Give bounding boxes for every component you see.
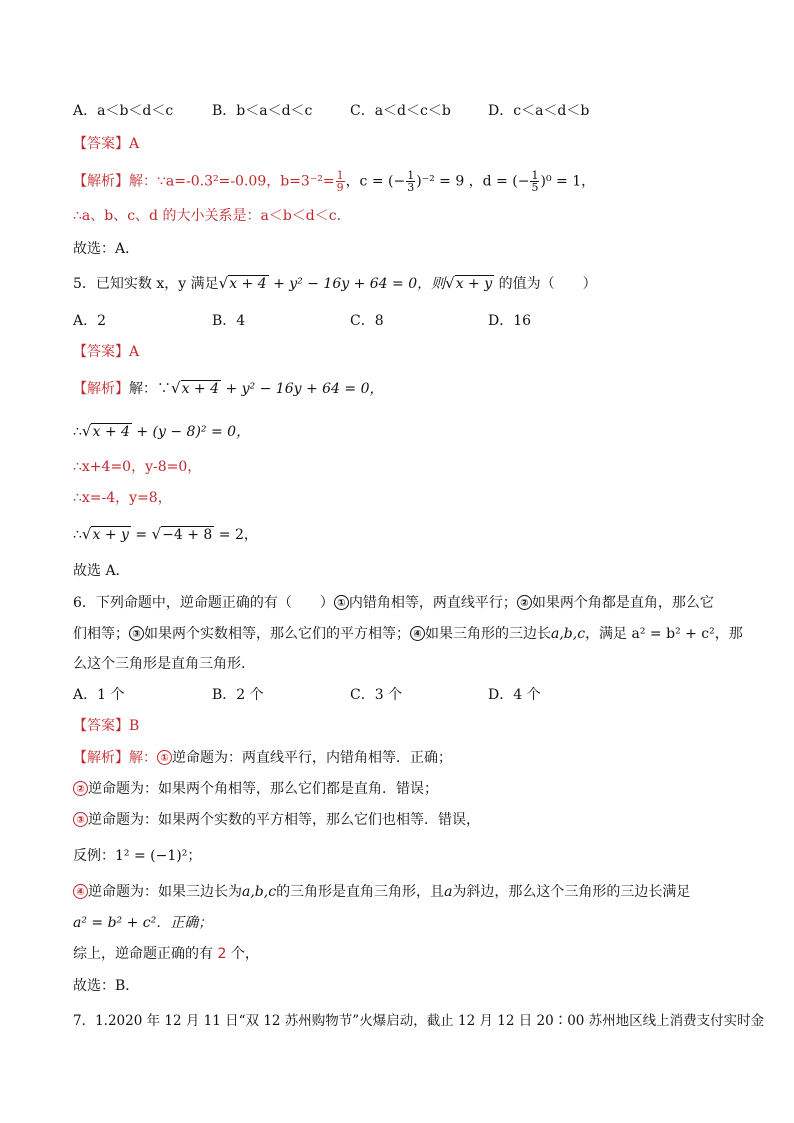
q6-summary: 综上，逆命题正确的有 2 个， — [73, 946, 259, 962]
q6-stem-line3: 么这个三角形是直角三角形． — [73, 656, 255, 672]
analysis-tag: 【解析】 — [73, 173, 129, 190]
q4-option-a: A．a＜b＜d＜c — [73, 103, 174, 119]
q5-option-b: B．4 — [212, 313, 246, 329]
q6-analysis-3: ③ 逆命题为：如果两个实数的平方相等，那么它们也相等．错误， — [73, 810, 480, 830]
q4-analysis-line1 — [73, 170, 595, 193]
q6-option-d: D．4 个 — [488, 687, 541, 703]
q6-option-b: B．2 个 — [212, 687, 264, 703]
q5-analysis-line3: ∴x+4=0，y-8=0， — [73, 459, 202, 475]
c-fraction: $\frac{1}{3}$ — [407, 169, 415, 194]
sqrt-expr-2: x + y — [455, 276, 493, 292]
q4-line-a: ∵a=-0.3²=-0.09，b=3⁻²= — [157, 173, 335, 190]
q7-stem: 7．1.2020 年 12 月 11 日“双 12 苏州购物节”火爆启动，截止 12 月 12 日 20∶00 苏州地区线上消费支付实时金 — [73, 1013, 765, 1029]
q5-option-c: C．8 — [350, 313, 384, 329]
q6-stem-line1: 6．下列命题中，逆命题正确的有（ ） ① 内错角相等，两直线平行； ② 如果两个角都是直角，那么它 — [73, 595, 714, 611]
q5-analysis-line5: ∴√x + y = √−4 + 8 = 2， — [73, 525, 258, 543]
circled-1-icon: ① — [334, 595, 349, 610]
answer-tag: 【答案】 — [73, 344, 129, 360]
circled-2-icon: ② — [73, 781, 88, 796]
answer-value: B — [129, 718, 140, 734]
q6-choose: 故选：B． — [73, 978, 140, 994]
q6-analysis-2: ② 逆命题为：如果两个角相等，那么它们都是直角．错误； — [73, 779, 438, 799]
q4-choose: 故选：A． — [73, 241, 140, 257]
answer-value: A — [129, 136, 140, 152]
answer-tag: 【答案】 — [73, 136, 129, 152]
circled-1-icon: ① — [157, 750, 172, 765]
q6-answer — [73, 716, 139, 736]
q5-analysis-line1: 【解析】解：∵√x + 4 + y² − 16y + 64 = 0， — [73, 379, 384, 397]
circled-2-icon: ② — [517, 595, 532, 610]
q5-answer — [73, 342, 139, 362]
q4-option-d: D．c＜a＜d＜b — [488, 103, 590, 119]
q5-option-a: A．2 — [73, 313, 107, 329]
d-tail: )⁰ = 1， — [540, 173, 596, 190]
q4-option-c: C．a＜d＜c＜b — [350, 103, 451, 119]
q4-answer — [73, 134, 139, 154]
q6-analysis-4-line2: a² = b² + c²．正确； — [73, 915, 213, 931]
c-tail: )⁻² = 9 ，d = (− — [416, 173, 530, 190]
q6-option-c: C．3 个 — [350, 687, 403, 703]
q6-stem-line2: 们相等； ③ 如果两个实数相等，那么它们的平方相等； ④ 如果三角形的三边长a,b,c，满足 a² = b² + c²，那 — [73, 626, 743, 642]
circled-3-icon: ③ — [73, 812, 88, 827]
q4-conclusion: ∴a、b、c、d 的大小关系是：a＜b＜d＜c． — [73, 208, 351, 224]
circled-4-icon: ④ — [73, 884, 88, 899]
analysis-tag: 【解析】 — [73, 750, 129, 766]
q5-choose: 故选 A． — [73, 563, 130, 579]
q5-option-d: D．16 — [488, 313, 532, 329]
d-fraction: $\frac{1}{5}$ — [531, 169, 539, 194]
q5-stem: 5．已知实数 x，y 满足√x + 4 + y² − 16y + 64 = 0，则√x + y 的值为（ ） — [73, 274, 597, 292]
q6-analysis-1: 【解析】解： ① 逆命题为：两直线平行，内错角相等．正确； — [73, 750, 452, 766]
c-expr: ，c = (− — [345, 173, 406, 190]
answer-tag: 【答案】 — [73, 718, 129, 734]
q6-analysis-4: ④ 逆命题为：如果三边长为a,b,c的三角形是直角三角形，且a为斜边，那么这个三角形的三边长满足 — [73, 882, 690, 902]
b-fraction: $\frac{1}{9}$ — [336, 169, 344, 194]
q5-analysis-line2: ∴√x + 4 + (y − 8)² = 0， — [73, 422, 251, 440]
sqrt-expr: x + 4 — [229, 276, 267, 292]
analysis-tag: 【解析】 — [73, 381, 129, 397]
answer-value: A — [129, 344, 140, 360]
q4-option-b: B．b＜a＜d＜c — [212, 103, 313, 119]
circled-4-icon: ④ — [410, 626, 425, 641]
q6-counterexample: 反例：1² = (−1)²； — [73, 848, 202, 864]
q6-option-a: A．1 个 — [73, 687, 125, 703]
analysis-lead: 解： — [129, 173, 157, 190]
circled-3-icon: ③ — [129, 626, 144, 641]
q5-analysis-line4: ∴x=-4，y=8， — [73, 490, 172, 506]
